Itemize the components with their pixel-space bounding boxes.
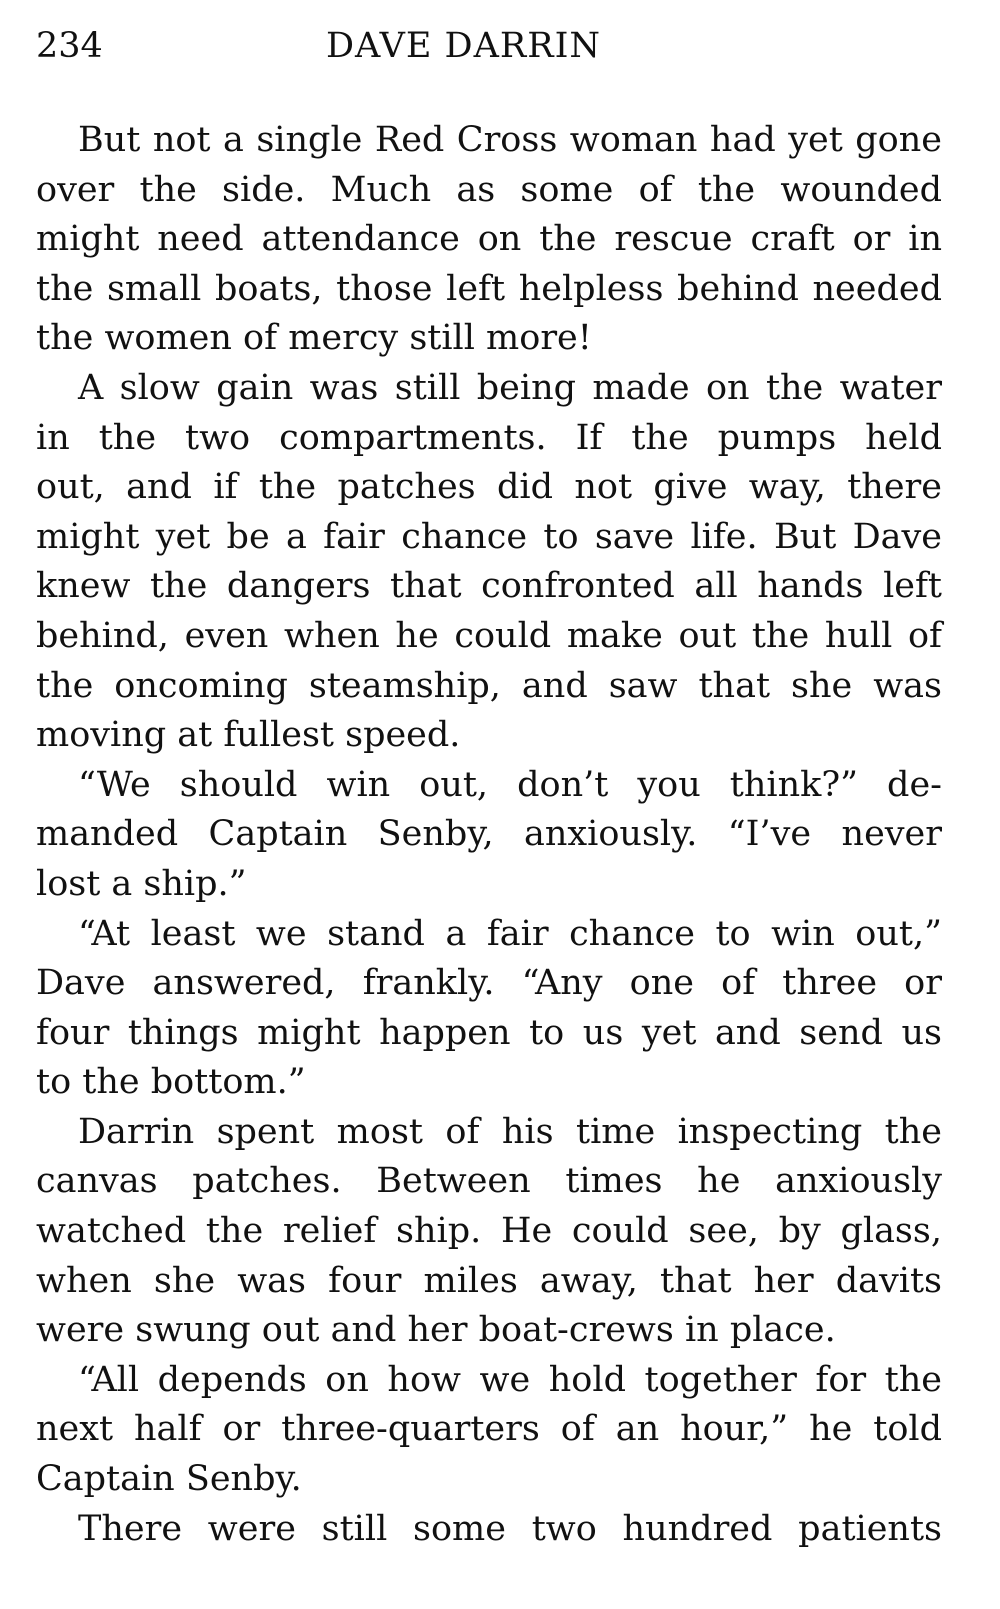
paragraph bbox=[36, 761, 942, 910]
text-line: Dave answered, frankly. “Any one of three or bbox=[36, 963, 942, 1004]
page-header bbox=[36, 20, 940, 72]
running-head: DAVE DARRIN bbox=[326, 26, 602, 66]
text-line: “At least we stand a fair chance to win out,” bbox=[78, 913, 942, 954]
text-line: lost a ship.” bbox=[36, 863, 247, 904]
text-line: But not a single Red Cross woman had yet gone bbox=[78, 120, 942, 160]
text-line: next half or three-quarters of an hour,” he told bbox=[36, 1409, 942, 1450]
text-line: “We should win out, don’t you think?” de- bbox=[78, 764, 942, 805]
text-line: four things might happen to us yet and send us bbox=[36, 1012, 942, 1053]
text-line: manded Captain Senby, anxiously. “I’ve never bbox=[36, 814, 942, 855]
text-line: watched the relief ship. He could see, by glass, bbox=[36, 1211, 942, 1252]
text-line: There were still some two hundred patients bbox=[78, 1508, 942, 1549]
text-line: Darrin spent most of his time inspecting the bbox=[78, 1111, 942, 1152]
text-line: when she was four miles away, that her davits bbox=[36, 1260, 942, 1301]
text-line: the small boats, those left helpless behind needed bbox=[36, 268, 942, 309]
text-line: the women of mercy still more! bbox=[36, 318, 592, 359]
text-line: out, and if the patches did not give way, there bbox=[36, 467, 942, 508]
text-line: moving at fullest speed. bbox=[36, 715, 461, 756]
text-line: over the side. Much as some of the wounded bbox=[36, 169, 942, 210]
page-number: 234 bbox=[36, 26, 103, 66]
text-line: the oncoming steamship, and saw that she was bbox=[36, 665, 942, 706]
text-line: were swung out and her boat-crews in place. bbox=[36, 1310, 836, 1351]
text-line: to the bottom.” bbox=[36, 1062, 306, 1103]
text-line: in the two compartments. If the pumps held bbox=[36, 417, 942, 458]
page-body bbox=[36, 116, 942, 1554]
text-line: “All depends on how we hold together for the bbox=[78, 1359, 942, 1400]
text-line: canvas patches. Between times he anxiously bbox=[36, 1161, 942, 1202]
text-line: Captain Senby. bbox=[36, 1459, 302, 1500]
text-line: behind, even when he could make out the hull of bbox=[36, 615, 942, 656]
text-line: A slow gain was still being made on the water bbox=[78, 367, 942, 408]
text-line: knew the dangers that confronted all hands left bbox=[36, 566, 942, 607]
text-line: might yet be a fair chance to save life. But Dave bbox=[36, 516, 942, 557]
text-line: might need attendance on the rescue craft or in bbox=[36, 219, 942, 260]
paragraph bbox=[36, 116, 942, 364]
paragraph bbox=[36, 910, 942, 1108]
paragraph bbox=[36, 1108, 942, 1356]
paragraph bbox=[36, 1356, 942, 1505]
paragraph bbox=[36, 364, 942, 761]
paragraph bbox=[36, 1505, 942, 1555]
